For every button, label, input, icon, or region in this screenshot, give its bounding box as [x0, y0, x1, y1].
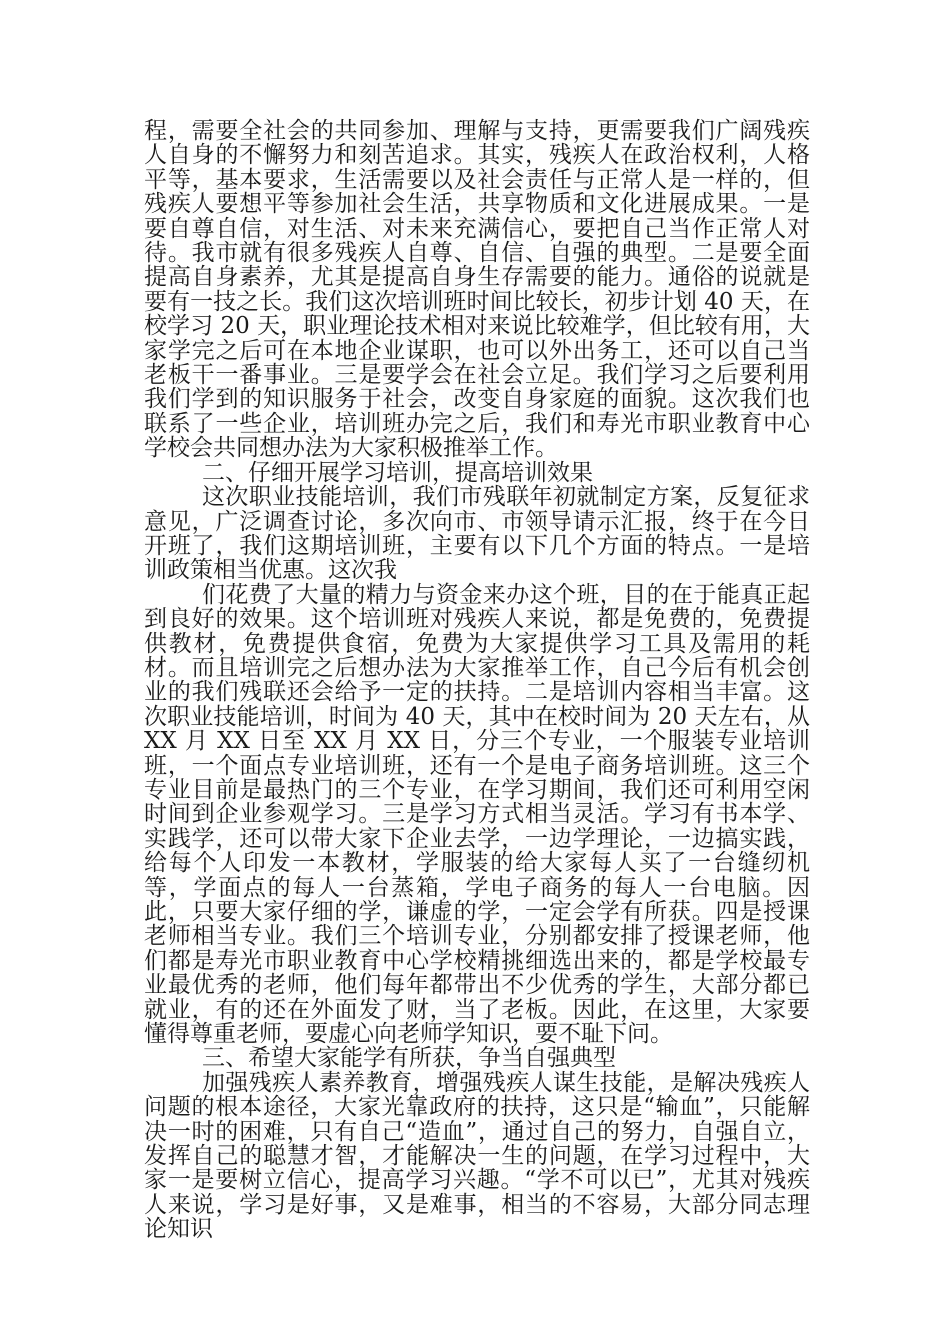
document-page: [144, 119, 810, 1242]
section-heading-2: 二、仔细开展学习培训，提高培训效果: [202, 459, 593, 486]
section-heading-3: 三、希望大家能学有所获，争当自强典型: [202, 1045, 616, 1072]
body-paragraph: 加强残疾人素养教育，增强残疾人谋生技能，是解决残疾人问题的根本途径，大家光靠政府的扶持，这只是“输血”，只能解决一时的困难，只有自己“造血”，通过自己的努力，自强自立，发挥自己的聪慧才智，才能解决一生的问题，在学习过程中，大家一是要树立信心，提高学习兴趣。“学不可以已”，尤其对残疾人来说，学习是好事，又是难事，相当的不容易，大部分同志理论知识: [144, 1069, 810, 1243]
body-paragraph: 们花费了大量的精力与资金来办这个班，目的在于能真正起到良好的效果。这个培训班对残疾人来说，都是免费的，免费提供教材，免费提供食宿，免费为大家提供学习工具及需用的耗材。而且培训完之后想办法为大家推举工作，自己今后有机会创业的我们残联还会给予一定的扶持。二是培训内容相当丰富。这次职业技能培训，时间为 40 天，其中在校时间为 20 天左右，从 XX 月 XX 日至 XX 月 XX 日，分三个专业，一个服装专业培训班，一个面点专业培训班，还有一个是电子商务培训班。这三个专业目前是最热门的三个专业，在学习期间，我们还可利用空闲时间到企业参观学习。三是学习方式相当灵活。学习有书本学、实践学，还可以带大家下企业去学，一边学理论，一边搞实践，给每个人印发一本教材，学服装的给大家每人买了一台缝纫机等，学面点的每人一台蒸箱，学电子商务的每人一台电脑。因此，只要大家仔细的学，谦虚的学，一定会学有所获。四是授课老师相当专业。我们三个培训专业，分别都安排了授课老师，他们都是寿光市职业教育中心学校精挑细选出来的，都是学校最专业最优秀的老师，他们每年都带出不少优秀的学生，大部分都已就业，有的还在外面发了财，当了老板。因此，在这里，大家要懂得尊重老师，要虚心向老师学知识，要不耻下问。: [144, 581, 810, 1048]
body-paragraph: 这次职业技能培训，我们市残联年初就制定方案，反复征求意见，广泛调查讨论，多次向市、市领导请示汇报，终于在今日开班了，我们这期培训班，主要有以下几个方面的特点。一是培训政策相当优惠。这次我: [144, 484, 810, 584]
body-paragraph-continued: 程，需要全社会的共同参加、理解与支持，更需要我们广阔残疾人自身的不懈努力和刻苦追求。其实，残疾人在政治权利，人格平等，基本要求，生活需要以及社会责任与正常人是一样的，但残疾人要想平等参加社会生活，共享物质和文化进展成果。一是要自尊自信，对生活、对未来充满信心，要把自己当作正常人对待。我市就有很多残疾人自尊、自信、自强的典型。二是要全面提高自身素养，尤其是提高自身生存需要的能力。通俗的说就是要有一技之长。我们这次培训班时间比较长，初步计划 40 天，在校学习 20 天，职业理论技术相对来说比较难学，但比较有用，大家学完之后可在本地企业谋职，也可以外出务工，还可以自己当老板干一番事业。三是要学会在社会立足。我们学习之后要利用我们学到的知识服务于社会，改变自身家庭的面貌。这次我们也联系了一些企业，培训班办完之后，我们和寿光市职业教育中心学校会共同想办法为大家积极推举工作。: [144, 118, 810, 462]
